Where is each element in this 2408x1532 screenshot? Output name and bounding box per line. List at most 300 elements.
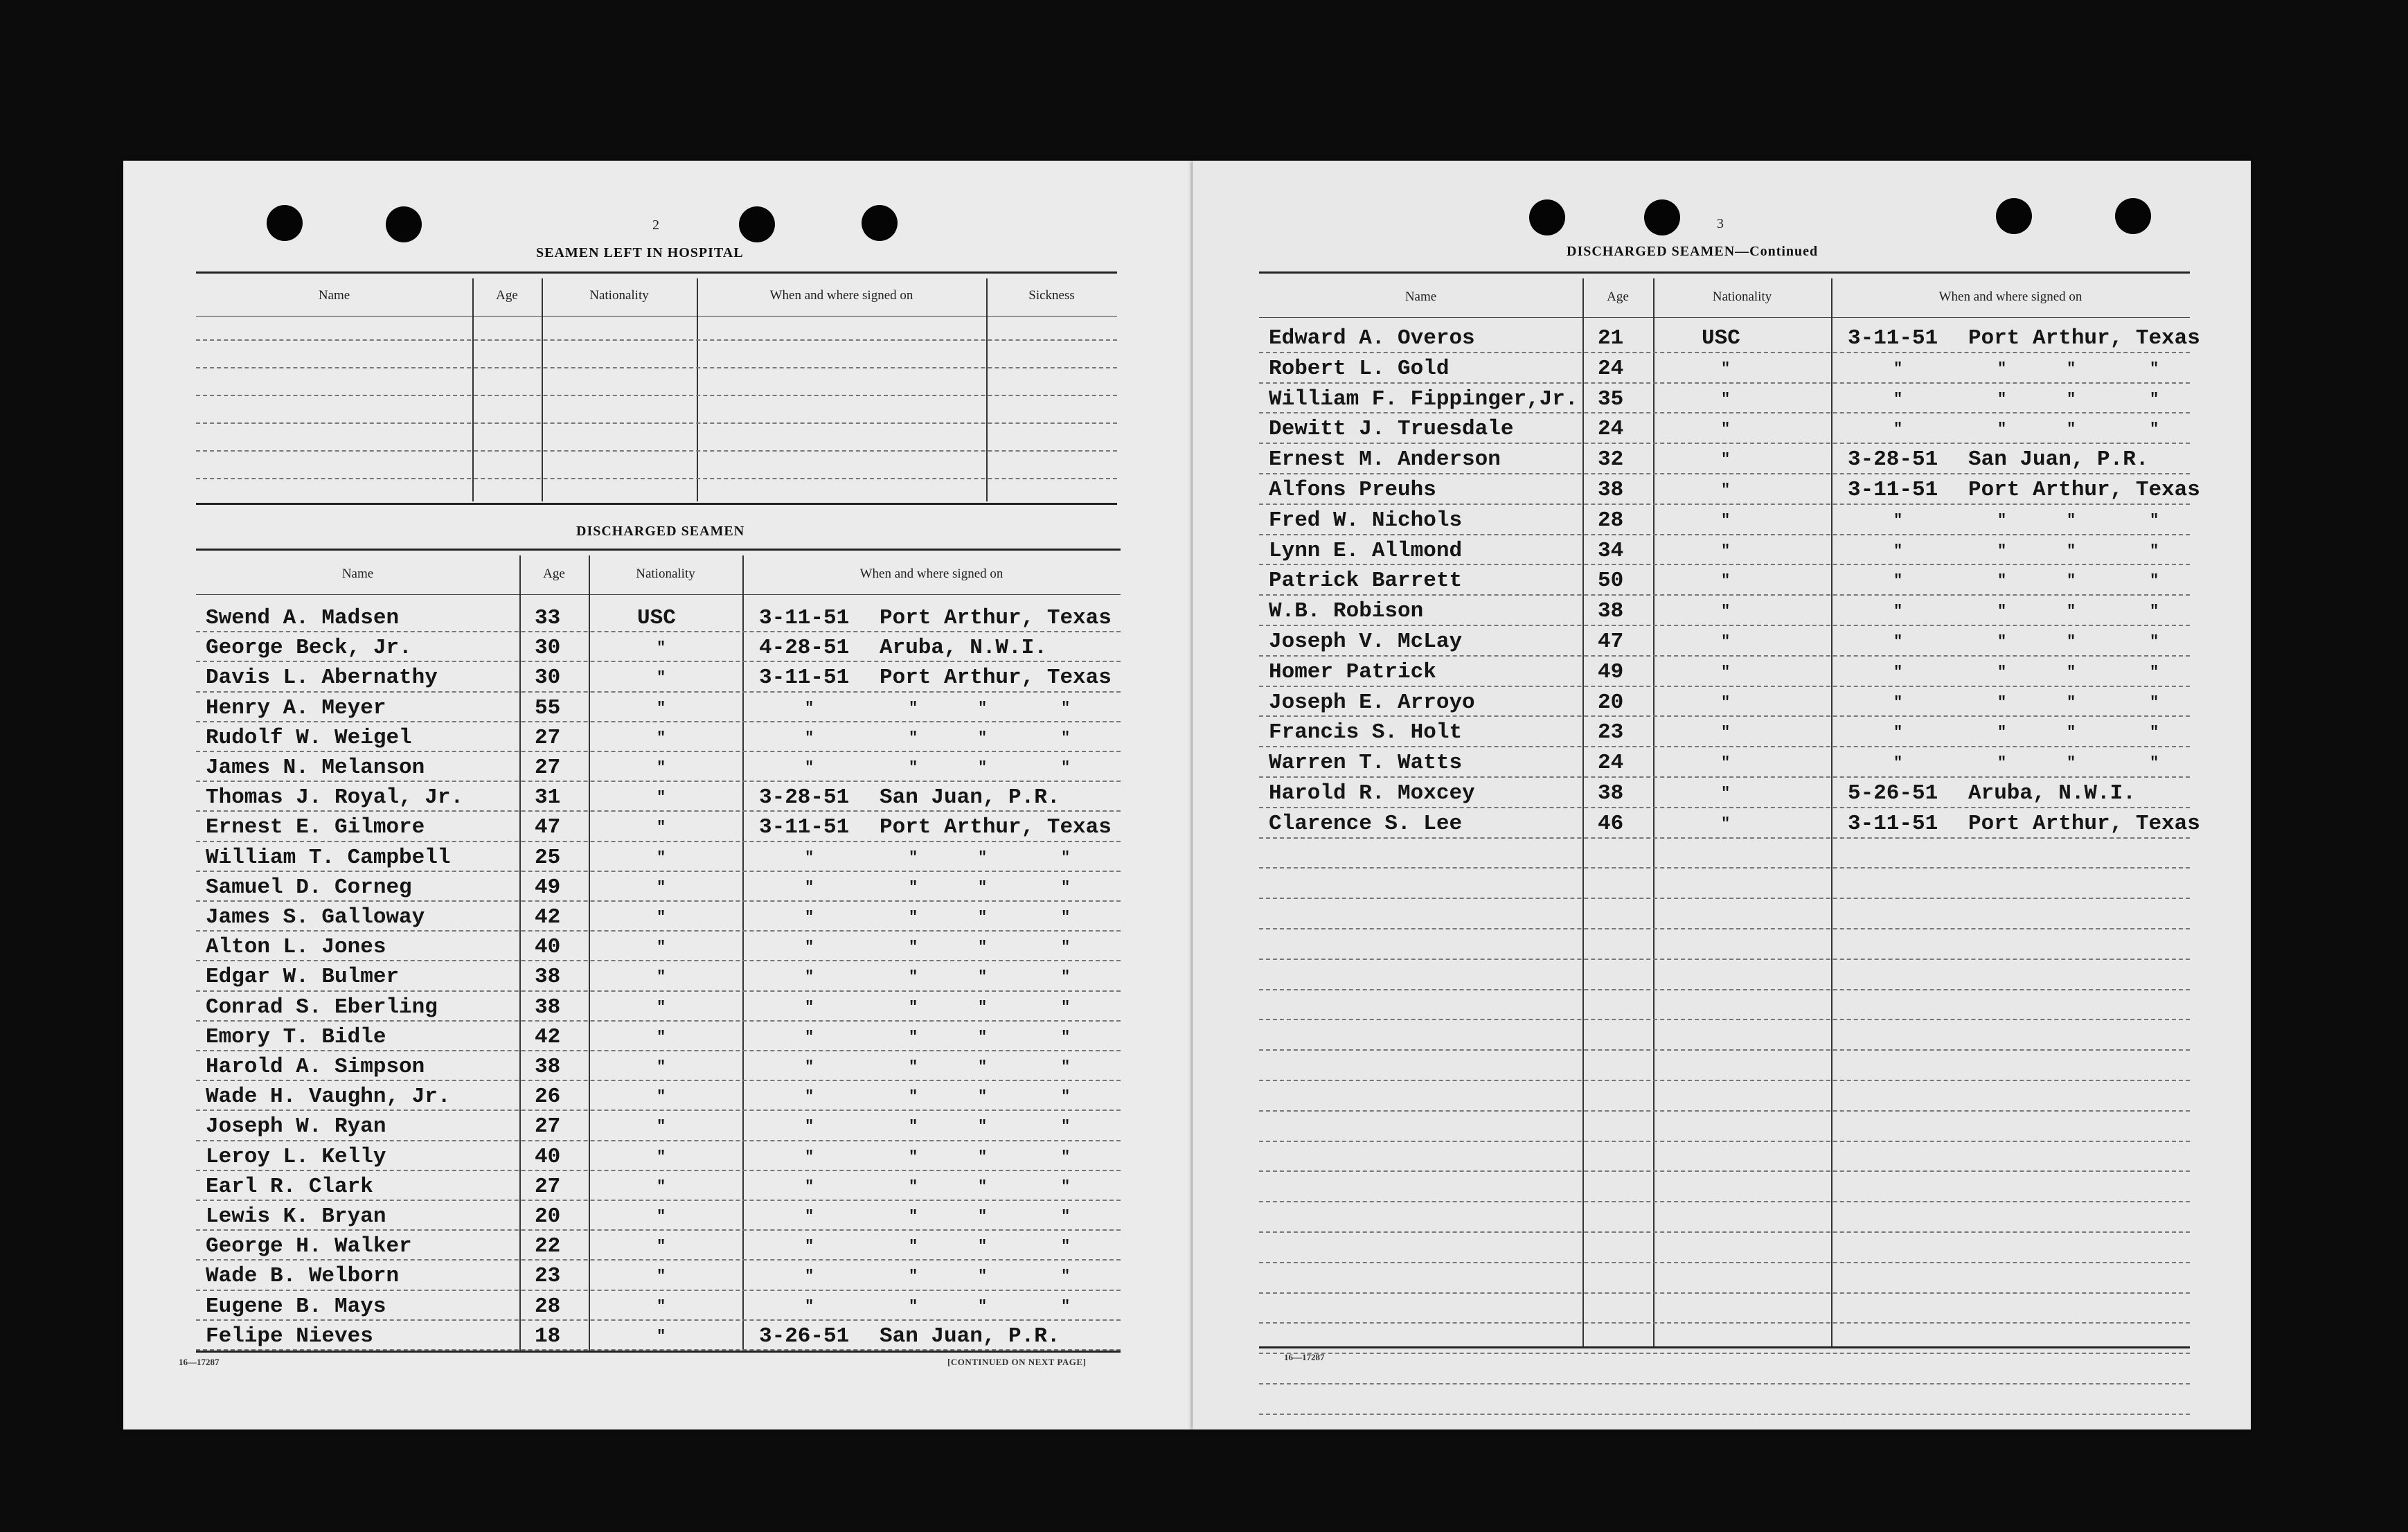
signed-on-date: 3-11-51 [759, 606, 850, 630]
signed-on-date: " [805, 998, 814, 1016]
table-rule [1259, 271, 2190, 274]
column-divider [589, 555, 590, 1351]
seaman-age: 27 [535, 756, 561, 780]
signed-on-date: 3-26-51 [759, 1324, 850, 1348]
table-rule [1259, 1346, 2190, 1348]
signed-on-date: 3-11-51 [1848, 478, 1938, 502]
row-line [1259, 898, 2190, 899]
seaman-nationality: " [657, 669, 666, 687]
seaman-nationality: " [1721, 481, 1731, 499]
seaman-name: Ernest E. Gilmore [206, 815, 425, 840]
table-rule [196, 1351, 1121, 1353]
row-line [1259, 1019, 2190, 1020]
seaman-name: Alfons Preuhs [1269, 478, 1436, 502]
row-line [196, 841, 1121, 842]
seaman-age: 24 [1598, 417, 1624, 442]
row-line [1259, 989, 2190, 990]
seaman-name: Eugene B. Mays [206, 1294, 386, 1319]
signed-on-date: 3-11-51 [1848, 811, 1938, 836]
signed-on-place-ditto: " [1061, 968, 1071, 986]
signed-on-place-ditto: " [1997, 663, 2007, 681]
row-line [1259, 1049, 2190, 1051]
signed-on-place-ditto: " [2067, 390, 2076, 408]
signed-on-place-ditto: " [978, 1148, 988, 1166]
signed-on-date: 3-11-51 [759, 666, 850, 691]
seaman-age: 38 [1598, 599, 1624, 624]
signed-on-place-ditto: " [978, 848, 988, 866]
signed-on-date: " [805, 968, 814, 986]
signed-on-place-ditto: " [978, 1058, 988, 1076]
row-line [1259, 928, 2190, 929]
row-line [196, 900, 1121, 902]
signed-on-place-ditto: " [1061, 1058, 1071, 1076]
seaman-age: 38 [535, 965, 561, 990]
signed-on-place-ditto: " [909, 759, 918, 776]
signed-on-place-ditto: " [978, 699, 988, 717]
seaman-age: 20 [1598, 690, 1624, 715]
signed-on-place-ditto: " [2150, 693, 2159, 711]
seaman-nationality: " [1721, 724, 1731, 742]
left-page [123, 161, 1193, 1429]
col-header: Nationality [1712, 290, 1772, 304]
row-line [1259, 1080, 2190, 1081]
row-line [1259, 534, 2190, 535]
seaman-name: Lynn E. Allmond [1269, 538, 1463, 563]
seaman-nationality: " [1721, 663, 1731, 681]
punch-hole [1996, 198, 2032, 234]
signed-on-place-ditto: " [1061, 848, 1071, 866]
seaman-nationality: " [657, 909, 666, 926]
row-line [196, 691, 1121, 693]
row-line [196, 810, 1121, 812]
seaman-nationality: " [1721, 754, 1731, 772]
signed-on-place-ditto: " [2067, 754, 2076, 772]
col-header: Nationality [636, 567, 695, 581]
signed-on-place-ditto: " [2150, 603, 2159, 621]
seaman-name: Edgar W. Bulmer [206, 965, 400, 990]
signed-on-place: Port Arthur, Texas [1968, 478, 2200, 502]
table-rule [196, 549, 1121, 551]
seaman-nationality: " [657, 848, 666, 866]
seaman-name: Henry A. Meyer [206, 695, 386, 720]
seaman-nationality: " [657, 1118, 666, 1136]
signed-on-place-ditto: " [909, 938, 918, 956]
seaman-age: 55 [535, 695, 561, 720]
signed-on-place-ditto: " [1997, 603, 2007, 621]
signed-on-place-ditto: " [909, 1297, 918, 1315]
seaman-nationality: " [1721, 785, 1731, 802]
seaman-name: Edward A. Overos [1269, 326, 1475, 350]
seaman-nationality: " [657, 759, 666, 776]
signed-on-place-ditto: " [909, 729, 918, 747]
seaman-name: Wade B. Welborn [206, 1264, 400, 1289]
signed-on-place-ditto: " [2150, 359, 2159, 377]
row-line [196, 871, 1121, 872]
column-divider [697, 278, 698, 501]
discharged-continued-title: DISCHARGED SEAMEN—Continued [1567, 244, 1819, 259]
seaman-name: Emory T. Bidle [206, 1024, 386, 1049]
signed-on-place-ditto: " [1997, 633, 2007, 650]
seaman-nationality: " [657, 1238, 666, 1256]
signed-on-place-ditto: " [2067, 663, 2076, 681]
signed-on-place-ditto: " [909, 1177, 918, 1195]
seaman-nationality: " [1721, 603, 1731, 621]
row-line [1259, 776, 2190, 778]
punch-hole [386, 206, 422, 242]
seaman-age: 28 [1598, 508, 1624, 533]
col-header: Name [1404, 290, 1437, 304]
signed-on-place: Aruba, N.W.I. [1968, 781, 2136, 805]
signed-on-place-ditto: " [978, 1118, 988, 1136]
row-line [1259, 1353, 2190, 1354]
signed-on-place: Port Arthur, Texas [880, 815, 1112, 840]
row-line [196, 751, 1121, 752]
signed-on-place-ditto: " [2150, 542, 2159, 560]
seaman-nationality: " [657, 1058, 666, 1076]
signed-on-place: Aruba, N.W.I. [880, 636, 1047, 661]
signed-on-place-ditto: " [909, 1118, 918, 1136]
seaman-age: 30 [535, 636, 561, 661]
seaman-age: 50 [1598, 569, 1624, 594]
row-line [196, 1170, 1121, 1171]
row-line [1259, 1231, 2190, 1233]
signed-on-place: San Juan, P.R. [1968, 447, 2149, 472]
signed-on-place-ditto: " [2067, 633, 2076, 650]
signed-on-date: " [1893, 663, 1903, 681]
row-line [196, 990, 1121, 992]
signed-on-place-ditto: " [1061, 1238, 1071, 1256]
discharged-section-title: DISCHARGED SEAMEN [576, 524, 745, 539]
seaman-name: George H. Walker [206, 1234, 412, 1259]
seaman-age: 42 [535, 905, 561, 929]
seaman-name: James N. Melanson [206, 756, 425, 780]
signed-on-place-ditto: " [909, 848, 918, 866]
table-rule [196, 503, 1117, 505]
signed-on-place-ditto: " [909, 1058, 918, 1076]
seaman-name: Thomas J. Royal, Jr. [206, 785, 464, 810]
signed-on-place-ditto: " [2067, 572, 2076, 590]
seaman-age: 31 [535, 785, 561, 810]
signed-on-place-ditto: " [978, 1088, 988, 1106]
signed-on-date: " [805, 1148, 814, 1166]
column-divider [1831, 278, 1832, 1346]
signed-on-place-ditto: " [1997, 754, 2007, 772]
row-line [1259, 1322, 2190, 1324]
col-header: Age [1607, 290, 1629, 304]
signed-on-date: " [805, 848, 814, 866]
seaman-name: Robert L. Gold [1269, 356, 1450, 381]
seaman-age: 21 [1598, 326, 1624, 350]
signed-on-place-ditto: " [1061, 1208, 1071, 1225]
signed-on-date: " [1893, 724, 1903, 742]
seaman-name: Samuel D. Corneg [206, 875, 412, 900]
signed-on-place-ditto: " [2150, 663, 2159, 681]
signed-on-place-ditto: " [1061, 938, 1071, 956]
row-line [1259, 807, 2190, 808]
signed-on-date: " [1893, 542, 1903, 560]
row-line [1259, 715, 2190, 717]
seaman-age: 23 [535, 1264, 561, 1289]
signed-on-place-ditto: " [2150, 754, 2159, 772]
seaman-age: 38 [535, 995, 561, 1019]
seaman-nationality: " [1721, 451, 1731, 469]
seaman-age: 30 [535, 666, 561, 691]
seaman-nationality: " [657, 1088, 666, 1106]
row-line [196, 1259, 1121, 1261]
seaman-name: Earl R. Clark [206, 1174, 373, 1199]
col-header: When and where signed on [1938, 290, 2083, 304]
signed-on-date: " [805, 1177, 814, 1195]
seaman-age: 40 [535, 1144, 561, 1169]
seaman-age: 34 [1598, 538, 1624, 563]
seaman-nationality: USC [1702, 326, 1740, 350]
column-divider [1653, 278, 1655, 1346]
row-line [1259, 564, 2190, 565]
row-line [196, 1200, 1121, 1201]
signed-on-place-ditto: " [978, 938, 988, 956]
seaman-nationality: " [1721, 390, 1731, 408]
signed-on-date: " [1893, 359, 1903, 377]
row-line [1259, 959, 2190, 960]
seaman-nationality: " [1721, 572, 1731, 590]
row-line [1259, 746, 2190, 747]
seaman-age: 40 [535, 935, 561, 960]
signed-on-date: " [1893, 754, 1903, 772]
row-line [196, 339, 1117, 341]
continued-note: [CONTINUED ON NEXT PAGE] [947, 1357, 1087, 1367]
signed-on-place-ditto: " [978, 1177, 988, 1195]
seaman-age: 23 [1598, 720, 1624, 745]
signed-on-place-ditto: " [1061, 729, 1071, 747]
seaman-age: 32 [1598, 447, 1624, 472]
row-line [196, 1020, 1121, 1022]
signed-on-date: 3-28-51 [1848, 447, 1938, 472]
punch-hole [862, 205, 898, 241]
signed-on-date: " [805, 878, 814, 896]
column-divider [472, 278, 474, 501]
signed-on-place-ditto: " [2067, 693, 2076, 711]
seaman-nationality: " [1721, 542, 1731, 560]
signed-on-place-ditto: " [978, 998, 988, 1016]
seaman-nationality: " [657, 1297, 666, 1315]
signed-on-place-ditto: " [2067, 603, 2076, 621]
signed-on-place-ditto: " [2150, 390, 2159, 408]
signed-on-date: " [805, 938, 814, 956]
signed-on-place-ditto: " [978, 909, 988, 926]
punch-hole [267, 205, 303, 241]
row-line [1259, 382, 2190, 384]
seaman-name: Joseph W. Ryan [206, 1114, 386, 1139]
seaman-nationality: " [1721, 814, 1731, 832]
seaman-age: 20 [535, 1204, 561, 1229]
column-divider [1582, 278, 1584, 1346]
row-line [1259, 625, 2190, 626]
seaman-name: Lewis K. Bryan [206, 1204, 386, 1229]
row-line [196, 1229, 1121, 1231]
seaman-nationality: " [1721, 359, 1731, 377]
signed-on-place-ditto: " [1061, 878, 1071, 896]
signed-on-place-ditto: " [1061, 1028, 1071, 1046]
signed-on-place-ditto: " [1061, 998, 1071, 1016]
signed-on-date: " [1893, 420, 1903, 438]
seaman-age: 38 [1598, 781, 1624, 805]
punch-hole [1529, 199, 1565, 235]
punch-hole [1644, 199, 1680, 235]
row-line [1259, 1383, 2190, 1384]
signed-on-date: " [805, 1267, 814, 1285]
seaman-nationality: " [657, 1028, 666, 1046]
row-line [1259, 594, 2190, 596]
signed-on-place-ditto: " [909, 1088, 918, 1106]
hospital-section-title: SEAMEN LEFT IN HOSPITAL [536, 245, 744, 260]
signed-on-place-ditto: " [1997, 724, 2007, 742]
row-line [196, 930, 1121, 932]
seaman-nationality: " [657, 1148, 666, 1166]
row-line [196, 721, 1121, 722]
signed-on-date: " [805, 729, 814, 747]
row-line [1259, 867, 2190, 869]
seaman-age: 27 [535, 1174, 561, 1199]
header-rule [1259, 317, 2190, 318]
page-number: 3 [1717, 216, 1724, 231]
seaman-age: 49 [1598, 659, 1624, 684]
signed-on-place-ditto: " [1997, 359, 2007, 377]
seaman-nationality: " [657, 699, 666, 717]
seaman-name: James S. Galloway [206, 905, 425, 929]
row-line [1259, 1292, 2190, 1294]
signed-on-place-ditto: " [2150, 420, 2159, 438]
signed-on-place-ditto: " [2067, 420, 2076, 438]
signed-on-place-ditto: " [978, 729, 988, 747]
seaman-nationality: " [657, 1177, 666, 1195]
row-line [1259, 412, 2190, 413]
signed-on-date: 4-28-51 [759, 636, 850, 661]
signed-on-place-ditto: " [1997, 572, 2007, 590]
signed-on-place-ditto: " [1061, 1088, 1071, 1106]
seaman-nationality: " [657, 1208, 666, 1225]
seaman-age: 27 [535, 1114, 561, 1139]
seaman-name: Conrad S. Eberling [206, 995, 438, 1019]
signed-on-place-ditto: " [2067, 542, 2076, 560]
seaman-age: 42 [535, 1024, 561, 1049]
signed-on-date: " [805, 699, 814, 717]
row-line [1259, 504, 2190, 505]
row-line [1259, 686, 2190, 687]
form-code: 16—17287 [1284, 1352, 1325, 1362]
row-line [1259, 1170, 2190, 1172]
seaman-nationality: " [1721, 420, 1731, 438]
seaman-name: William T. Campbell [206, 845, 451, 870]
row-line [1259, 1262, 2190, 1263]
row-line [196, 781, 1121, 782]
seaman-name: Leroy L. Kelly [206, 1144, 386, 1169]
signed-on-place-ditto: " [1997, 390, 2007, 408]
seaman-name: Homer Patrick [1269, 659, 1436, 684]
signed-on-place-ditto: " [978, 1297, 988, 1315]
signed-on-place-ditto: " [1061, 1148, 1071, 1166]
signed-on-place-ditto: " [978, 1267, 988, 1285]
signed-on-place-ditto: " [2150, 724, 2159, 742]
seaman-name: Felipe Nieves [206, 1324, 373, 1348]
row-line [1259, 655, 2190, 657]
signed-on-date: " [1893, 572, 1903, 590]
form-code: 16—17287 [179, 1357, 220, 1367]
row-line [196, 1050, 1121, 1051]
seaman-nationality: " [657, 938, 666, 956]
col-header: Name [341, 567, 374, 581]
signed-on-place-ditto: " [1997, 420, 2007, 438]
table-rule [196, 271, 1117, 274]
seaman-name: Fred W. Nichols [1269, 508, 1463, 533]
seaman-name: Clarence S. Lee [1269, 811, 1463, 836]
row-line [196, 1290, 1121, 1291]
column-divider [542, 278, 543, 501]
signed-on-date: " [1893, 693, 1903, 711]
signed-on-date: " [805, 1208, 814, 1225]
seaman-name: Wade H. Vaughn, Jr. [206, 1085, 451, 1110]
signed-on-place-ditto: " [909, 1028, 918, 1046]
seaman-age: 38 [535, 1055, 561, 1079]
signed-on-place-ditto: " [978, 1208, 988, 1225]
signed-on-place-ditto: " [1997, 542, 2007, 560]
signed-on-date: " [805, 1088, 814, 1106]
signed-on-date: " [1893, 390, 1903, 408]
seaman-name: Joseph V. McLay [1269, 630, 1463, 654]
seaman-age: 18 [535, 1324, 561, 1348]
hospital-col-header: Sickness [1028, 288, 1075, 303]
seaman-age: 25 [535, 845, 561, 870]
signed-on-place-ditto: " [1061, 1118, 1071, 1136]
signed-on-place-ditto: " [2150, 633, 2159, 650]
seaman-nationality: " [657, 968, 666, 986]
seaman-age: 27 [535, 725, 561, 750]
row-line [196, 1319, 1121, 1321]
seaman-age: 28 [535, 1294, 561, 1319]
seaman-age: 24 [1598, 356, 1624, 381]
row-line [1259, 352, 2190, 353]
signed-on-place-ditto: " [2150, 511, 2159, 529]
row-line [196, 631, 1121, 632]
row-line [196, 478, 1117, 479]
column-divider [519, 555, 521, 1351]
seaman-nationality: " [657, 1327, 666, 1345]
signed-on-place-ditto: " [2067, 359, 2076, 377]
column-divider [742, 555, 744, 1351]
seaman-name: Rudolf W. Weigel [206, 725, 412, 750]
signed-on-place-ditto: " [2150, 572, 2159, 590]
seaman-age: 33 [535, 606, 561, 630]
signed-on-date: " [805, 909, 814, 926]
page-number: 2 [652, 217, 659, 233]
row-line [196, 661, 1121, 662]
seaman-nationality: " [657, 998, 666, 1016]
punch-hole [2115, 198, 2151, 234]
signed-on-place-ditto: " [1061, 1297, 1071, 1315]
signed-on-place-ditto: " [1997, 511, 2007, 529]
seaman-nationality: " [1721, 693, 1731, 711]
punch-hole [739, 206, 775, 242]
seaman-name: Joseph E. Arroyo [1269, 690, 1475, 715]
signed-on-place-ditto: " [909, 1148, 918, 1166]
signed-on-place-ditto: " [1061, 759, 1071, 776]
signed-on-date: 3-11-51 [1848, 326, 1938, 350]
seaman-nationality: " [1721, 511, 1731, 529]
column-divider [986, 278, 988, 501]
hospital-col-header: When and where signed on [769, 288, 913, 303]
hospital-col-header: Nationality [589, 288, 649, 303]
signed-on-place-ditto: " [1997, 693, 2007, 711]
seaman-nationality: " [1721, 633, 1731, 650]
